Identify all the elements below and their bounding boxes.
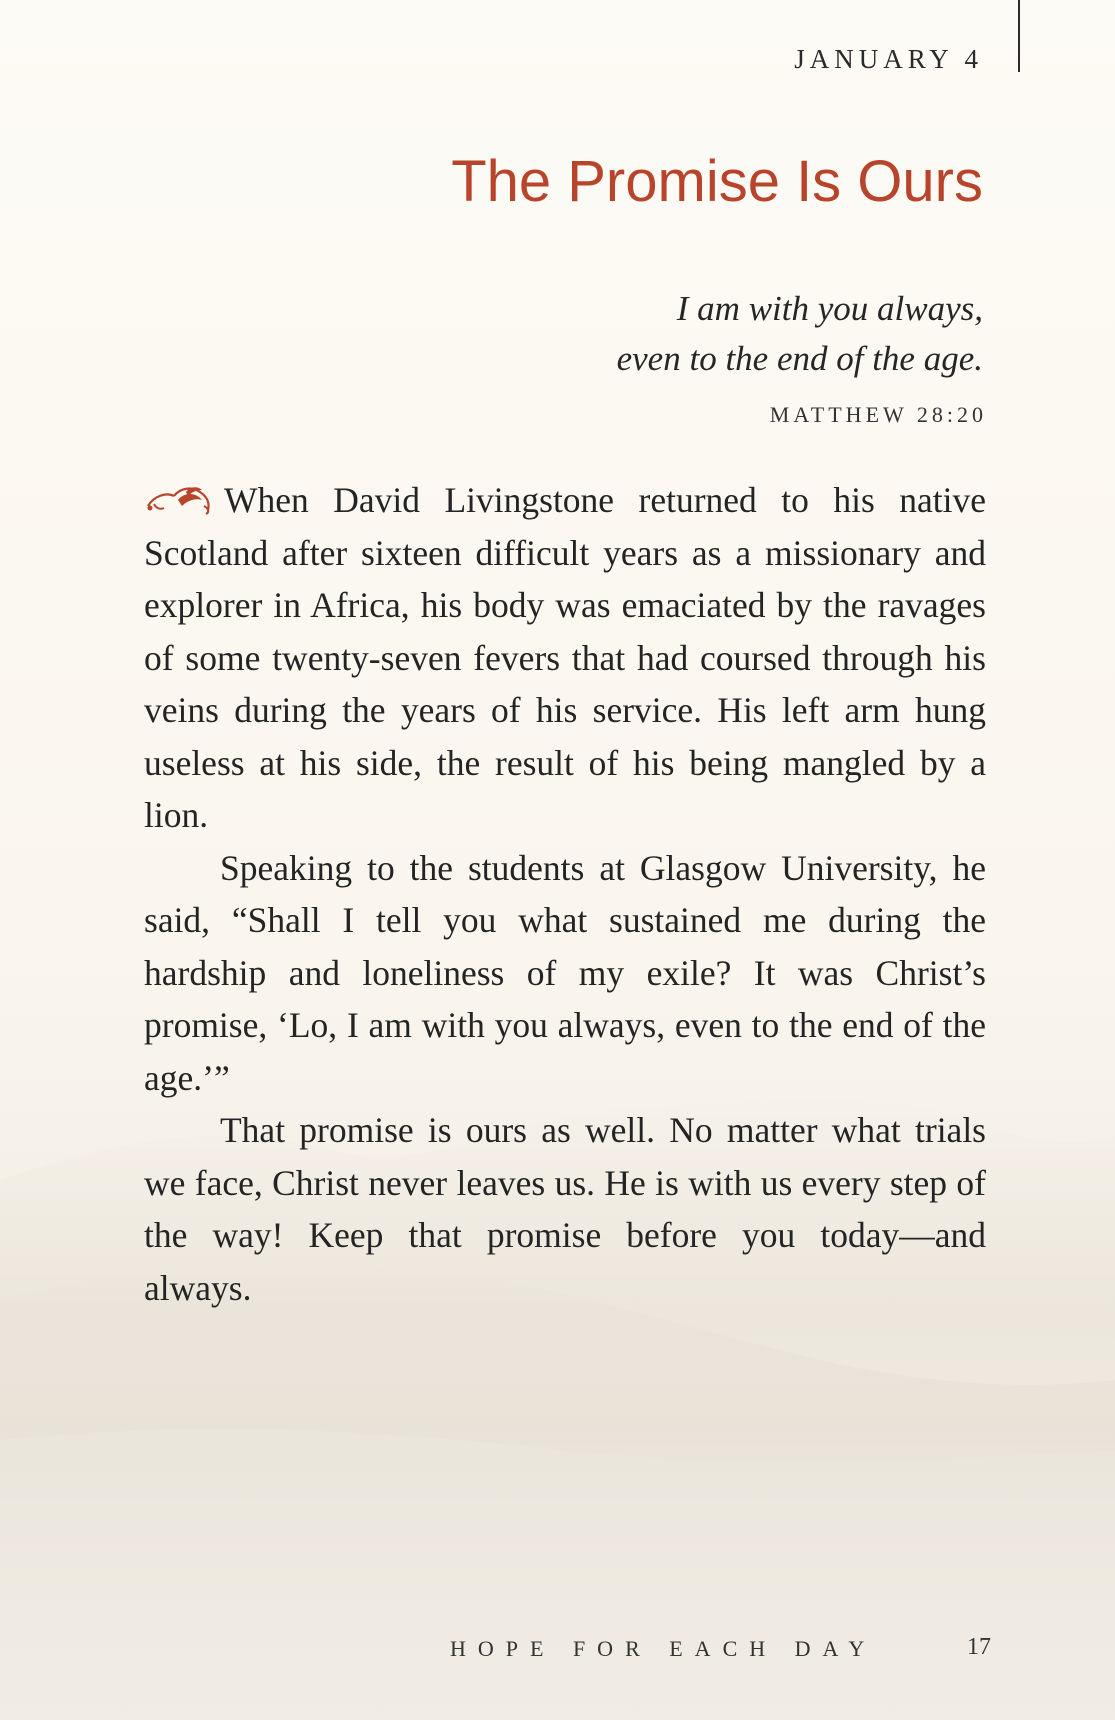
scripture-quote (283, 284, 983, 384)
paragraph-1-text: When David Livingstone returned to his native Scotland after sixteen difficult years as a missionary and explorer in Africa, his body was emaciated by the ravages of some twenty-seven fevers that had coursed through his veins during the years of his service. His left arm hung useless at his side, the result of his being mangled by a lion. (144, 480, 986, 835)
floral-dingbat-icon (144, 482, 218, 516)
paragraph-3: That promise is ours as well. No matter what trials we face, Christ never leaves us. He is with us every step of the way! Keep that promise before you today—and always. (144, 1110, 986, 1308)
devotional-body (144, 474, 986, 1314)
scripture-line-1: I am with you always, (676, 289, 983, 328)
scripture-line-2: even to the end of the age. (616, 339, 983, 378)
page-number: 17 (967, 1634, 991, 1660)
page-spine-line (1018, 0, 1020, 72)
scripture-reference: MATTHEW 28:20 (769, 402, 987, 427)
paragraph-2: Speaking to the students at Glasgow University, he said, “Shall I tell you what sustained me during the hardship and loneliness of my exile? It was Christ’s promise, ‘Lo, I am with you always, even to the end of the age.’” (144, 847, 986, 1098)
paragraph-1 (144, 474, 986, 842)
page-date: JANUARY 4 (794, 44, 983, 74)
page-title: The Promise Is Ours (451, 149, 983, 214)
running-footer-title: HOPE FOR EACH DAY (450, 1636, 877, 1661)
